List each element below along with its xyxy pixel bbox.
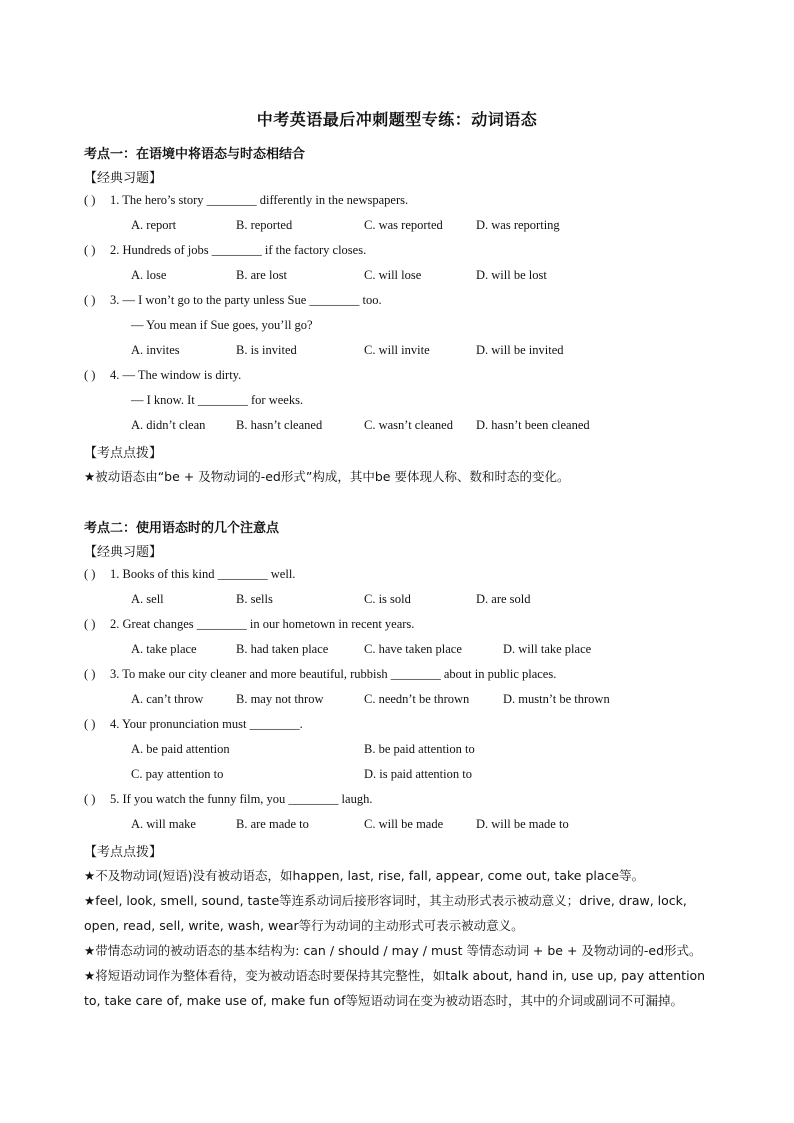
- option-d: D. will be made to: [476, 817, 569, 831]
- option-b: B. be paid attention to: [364, 742, 475, 756]
- section-1-heading: 考点一：在语境中将语态与时态相结合: [84, 147, 306, 162]
- answer-blank: ( ): [84, 717, 96, 731]
- section-1-tips-label: 【考点点拨】: [84, 446, 163, 461]
- answer-blank: ( ): [84, 792, 96, 806]
- option-c: C. will be made: [364, 817, 444, 831]
- option-c: C. will lose: [364, 268, 422, 282]
- question-stem: 1. The hero’s story ________ differently in the newspapers.: [110, 193, 409, 207]
- option-d: D. hasn’t been cleaned: [476, 418, 590, 432]
- option-c: C. was reported: [364, 218, 443, 232]
- tip-text: ★被动语态由“be + 及物动词的-ed形式”构成，其中be 要体现人称、数和时态的变化。: [84, 469, 570, 484]
- option-c: C. have taken place: [364, 642, 462, 656]
- option-c: C. is sold: [364, 592, 411, 606]
- document-title: 中考英语最后冲刺题型专练：动词语态: [256, 110, 538, 129]
- option-d: D. will be lost: [476, 268, 547, 282]
- option-d: D. mustn’t be thrown: [503, 692, 610, 706]
- option-d: D. is paid attention to: [364, 767, 472, 781]
- option-a: A. report: [131, 218, 177, 232]
- question-continuation: — I know. It ________ for weeks.: [131, 393, 304, 407]
- option-a: A. be paid attention: [131, 742, 230, 756]
- answer-blank: ( ): [84, 617, 96, 631]
- answer-blank: ( ): [84, 368, 96, 382]
- option-b: B. are made to: [236, 817, 309, 831]
- question-stem: 2. Great changes ________ in our hometown in recent years.: [110, 617, 415, 631]
- section-2-tips-label: 【考点点拨】: [84, 845, 163, 860]
- tip-text: ★带情态动词的被动语态的基本结构为: can / should / may / must 等情态动词 + be + 及物动词的-ed形式。: [84, 943, 702, 958]
- question-continuation: — You mean if Sue goes, you’ll go?: [131, 318, 313, 332]
- answer-blank: ( ): [84, 567, 96, 581]
- question-stem: 4. — The window is dirty.: [110, 368, 242, 382]
- question-stem: 2. Hundreds of jobs ________ if the factory closes.: [110, 243, 367, 257]
- section-2-exercise-label: 【经典习题】: [84, 545, 163, 560]
- question-stem: 5. If you watch the funny film, you ________ laugh.: [110, 792, 373, 806]
- question-stem: 3. To make our city cleaner and more beautiful, rubbish ________ about in public places.: [110, 667, 557, 681]
- option-c: C. pay attention to: [131, 767, 224, 781]
- option-b: B. had taken place: [236, 642, 329, 656]
- option-d: D. are sold: [476, 592, 531, 606]
- option-c: C. will invite: [364, 343, 430, 357]
- option-b: B. is invited: [236, 343, 297, 357]
- option-b: B. may not throw: [236, 692, 324, 706]
- option-a: A. invites: [131, 343, 180, 357]
- answer-blank: ( ): [84, 667, 96, 681]
- option-b: B. hasn’t cleaned: [236, 418, 323, 432]
- option-c: C. needn’t be thrown: [364, 692, 470, 706]
- tip-text: ★将短语动词作为整体看待，变为被动语态时要保持其完整性，如talk about, hand in, use up, pay attention: [84, 968, 706, 983]
- option-a: A. lose: [131, 268, 167, 282]
- option-b: B. are lost: [236, 268, 288, 282]
- section-1-exercise-label: 【经典习题】: [84, 171, 163, 186]
- tip-text: ★feel, look, smell, sound, taste等连系动词后接形容词时，其主动形式表示被动意义；drive, draw, lock,: [84, 893, 687, 908]
- option-d: D. will take place: [503, 642, 592, 656]
- answer-blank: ( ): [84, 293, 96, 307]
- option-b: B. sells: [236, 592, 273, 606]
- option-d: D. will be invited: [476, 343, 564, 357]
- option-c: C. wasn’t cleaned: [364, 418, 453, 432]
- option-d: D. was reporting: [476, 218, 560, 232]
- option-a: A. didn’t clean: [131, 418, 206, 432]
- answer-blank: ( ): [84, 193, 96, 207]
- option-a: A. take place: [131, 642, 197, 656]
- question-stem: 4. Your pronunciation must ________.: [110, 717, 303, 731]
- tip-text-continuation: to, take care of, make use of, make fun of等短语动词在变为被动语态时，其中的介词或副词不可漏掉。: [84, 993, 684, 1008]
- tip-text-continuation: open, read, sell, write, wash, wear等行为动词的主动形式可表示被动意义。: [84, 918, 524, 933]
- option-a: A. sell: [131, 592, 164, 606]
- question-stem: 3. — I won’t go to the party unless Sue ________ too.: [110, 293, 382, 307]
- tip-text: ★不及物动词(短语)没有被动语态，如happen, last, rise, fall, appear, come out, take place等。: [84, 868, 645, 883]
- option-a: A. will make: [131, 817, 196, 831]
- answer-blank: ( ): [84, 243, 96, 257]
- option-a: A. can’t throw: [131, 692, 204, 706]
- option-b: B. reported: [236, 218, 293, 232]
- question-stem: 1. Books of this kind ________ well.: [110, 567, 296, 581]
- section-2-heading: 考点二：使用语态时的几个注意点: [84, 521, 280, 536]
